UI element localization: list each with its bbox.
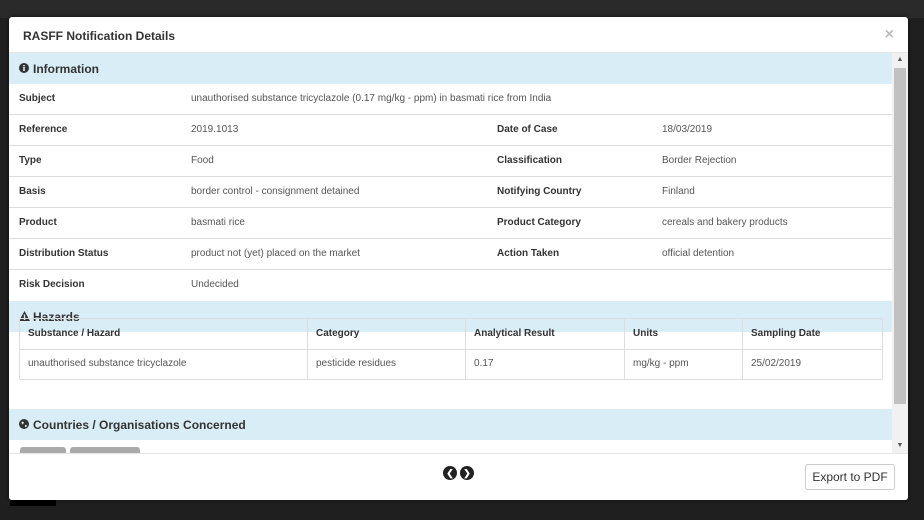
info-label: Product [19,217,57,228]
info-row-product [9,208,892,239]
info-value: 2019.1013 [191,124,239,135]
information-section-header [9,53,892,84]
close-icon[interactable]: × [884,26,894,43]
column-header: Sampling Date [742,319,882,349]
info-label: Type [19,155,42,166]
info-label: Date of Case [497,124,558,135]
backdrop [0,0,924,18]
info-value: 18/03/2019 [662,124,713,135]
info-value: Undecided [191,279,239,290]
info-value: product not (yet) placed on the market [191,248,360,259]
table-cell: 0.17 [465,349,624,379]
info-value: Border Rejection [662,155,737,166]
modal-body [9,53,892,453]
column-header: Substance / Hazard [28,328,121,339]
previous-notification-button[interactable]: ❮ [443,466,457,480]
countries-header-label: Countries / Organisations Concerned [33,418,246,432]
info-row-basis [9,177,892,208]
information-header-label: Information [33,62,99,76]
vertical-scrollbar[interactable] [892,53,908,453]
subject-value: unauthorised substance tricyclazole (0.17 mg/kg - ppm) in basmati rice from India [191,93,552,104]
info-row-reference [9,115,892,146]
globe-icon [19,419,30,432]
scrollbar-thumb[interactable] [894,68,906,404]
info-value: border control - consignment detained [191,186,360,197]
column-header: Units [624,319,742,349]
info-row-subject [9,84,892,115]
subject-label: Subject [19,93,56,104]
info-value: basmati rice [191,217,245,228]
hazards-table-header [20,319,882,350]
info-label: Product Category [497,217,581,228]
info-label: Reference [19,124,68,135]
next-notification-button[interactable]: ❯ [460,466,474,480]
table-cell: mg/kg - ppm [624,349,742,379]
info-value: Food [191,155,214,166]
table-row [20,349,882,379]
info-circle-icon [19,63,30,76]
info-value: official detention [662,248,735,259]
info-label: Classification [497,155,563,166]
scroll-up-arrow-icon[interactable]: ▲ [896,56,904,63]
notification-details-modal [9,17,908,500]
info-row-risk [9,270,892,301]
info-label: Notifying Country [497,186,582,197]
info-row-distribution [9,239,892,270]
table-cell: unauthorised substance tricyclazole [28,358,187,369]
export-to-pdf-button[interactable]: Export to PDF [805,464,895,490]
info-value: Finland [662,186,695,197]
info-label: Action Taken [497,248,560,259]
modal-title: RASFF Notification Details [23,29,176,43]
info-row-type [9,146,892,177]
info-label: Risk Decision [19,279,85,290]
modal-footer [9,453,908,500]
hazards-table [19,318,883,380]
scroll-down-arrow-icon[interactable]: ▼ [896,442,904,449]
table-cell: pesticide residues [307,349,465,379]
info-label: Basis [19,186,46,197]
column-header: Category [307,319,465,349]
info-label: Distribution Status [19,248,109,259]
table-cell: 25/02/2019 [742,349,882,379]
info-value: cereals and bakery products [662,217,788,228]
modal-header [9,17,908,53]
countries-section-header [9,409,892,440]
hazards-header-label: Hazards [33,310,80,324]
column-header: Analytical Result [465,319,624,349]
